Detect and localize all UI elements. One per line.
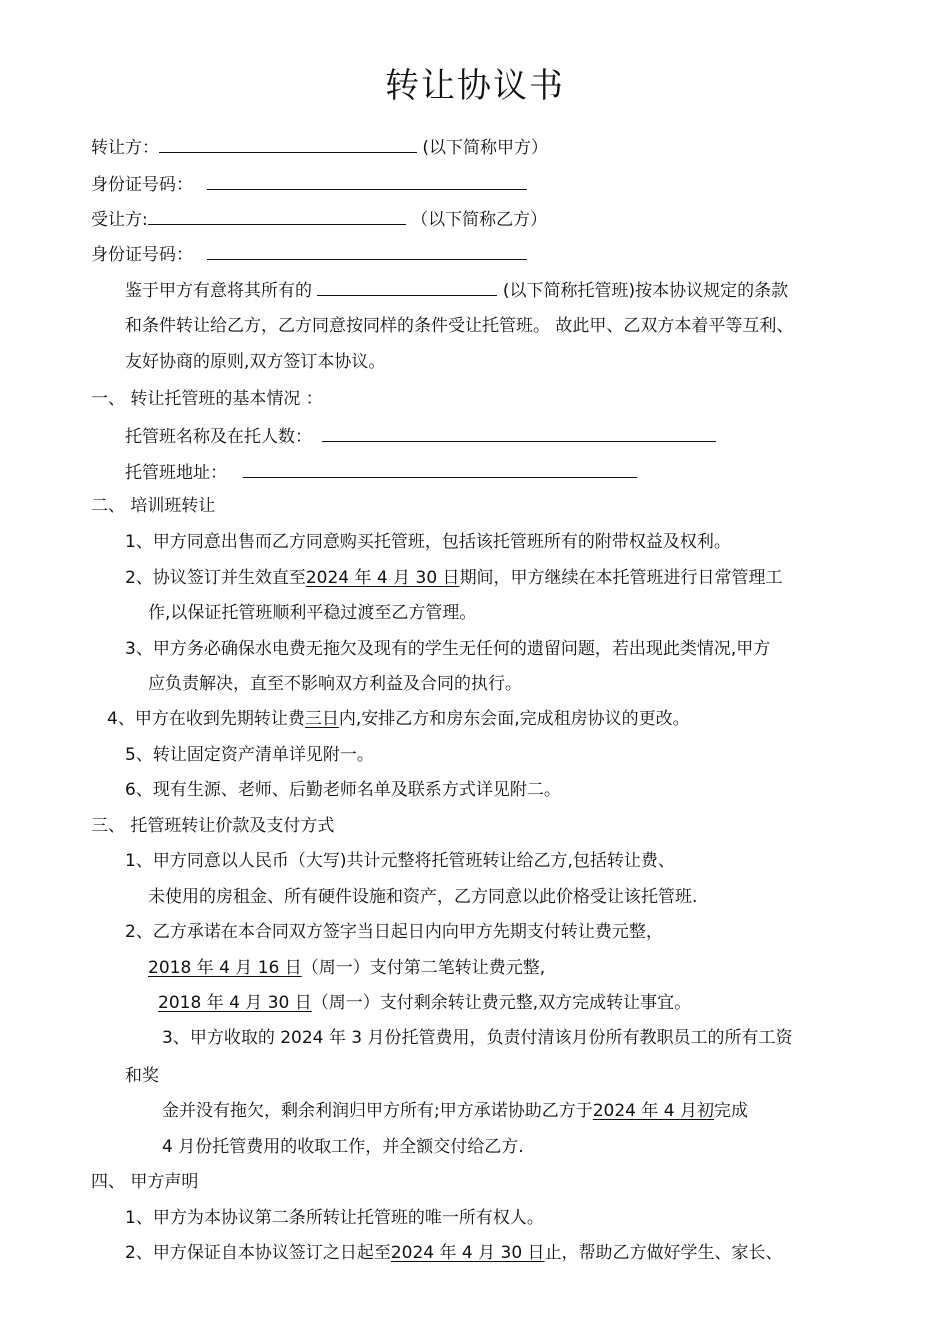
s3-item-3: 3、甲方收取的 2024 年 3 月份托管费用，负责付清该月份所有教职员工的所有工资 — [162, 1028, 793, 1048]
s1-name-label: 托管班名称及在托人数： — [125, 427, 312, 447]
transferor-line — [91, 135, 548, 159]
s2-item-2 — [125, 567, 783, 589]
s1-name-blank[interactable] — [322, 424, 716, 442]
s4-item-2-text-b: 止，帮助乙方做好学生、家长、 — [544, 1243, 783, 1263]
document-title: 转让协议书 — [385, 66, 565, 106]
id-number-line-2 — [91, 242, 527, 266]
id-blank-2[interactable] — [207, 242, 527, 260]
s2-item-3: 3、甲方务必确保水电费无拖欠及现有的学生无任何的遗留问题，若出现此类情况,甲方 — [125, 639, 771, 659]
business-name-blank[interactable] — [317, 278, 497, 296]
transferor-blank[interactable] — [159, 135, 417, 153]
s3-item-2-line-3 — [158, 992, 691, 1014]
section-4-heading: 四、 甲方声明 — [91, 1172, 199, 1192]
s2-item-4-text-a: 4、甲方在收到先期转让费 — [107, 709, 305, 729]
s3-item-2-text-c: （周一）支付剩余转让费元整,双方完成转让事宜。 — [311, 993, 692, 1013]
intro-line-2: 和条件转让给乙方，乙方同意按同样的条件受让托管班。 故此甲、乙双方本着平等互利、 — [125, 316, 794, 336]
transferor-label: 转让方： — [91, 138, 159, 158]
s2-item-6: 6、现有生源、老师、后勤老师名单及联系方式详见附二。 — [125, 780, 561, 800]
transferee-line — [91, 207, 547, 231]
s3-item-2-date-2: 2018 年 4 月 30 日 — [158, 993, 312, 1013]
id-label-2: 身份证号码： — [91, 245, 193, 265]
id-blank-1[interactable] — [207, 172, 527, 190]
transferee-note: （以下简称乙方） — [411, 210, 548, 230]
s4-item-1: 1、甲方为本协议第二条所转让托管班的唯一所有权人。 — [125, 1208, 544, 1228]
id-label-1: 身份证号码： — [91, 175, 193, 195]
s2-item-5: 5、转让固定资产清单详见附一。 — [125, 745, 374, 765]
s2-item-2-date: 2024 年 4 月 30 日 — [305, 568, 460, 588]
s3-item-3-text-c2: 完成 — [714, 1101, 749, 1121]
s3-item-2: 2、乙方承诺在本合同双方签字当日起日内向甲方先期支付转让费元整， — [125, 922, 663, 942]
s3-item-2-line-2 — [148, 957, 545, 979]
section-1-heading: 一、 转让托管班的基本情况 ： — [91, 389, 323, 409]
intro-line-1 — [125, 278, 788, 302]
s1-name-line — [125, 424, 716, 448]
s3-item-1-cont: 未使用的房租金、所有硬件设施和资产，乙方同意以此价格受让该托管班. — [148, 887, 698, 907]
s3-item-2-text-b: （周一）支付第二笔转让费元整, — [301, 958, 546, 978]
transferee-blank[interactable] — [148, 207, 406, 225]
s2-item-2-cont: 作,以保证托管班顺利平稳过渡至乙方管理。 — [148, 603, 477, 623]
s1-address-blank[interactable] — [243, 460, 637, 478]
s2-item-4-text-b: 内,安排乙方和房东会面,完成租房协议的更改。 — [338, 709, 690, 729]
s3-item-3-cont-1: 和奖 — [125, 1066, 159, 1086]
s2-item-2-text-b: 期间，甲方继续在本托管班进行日常管理工 — [459, 568, 783, 588]
s2-item-1: 1、甲方同意出售而乙方同意购买托管班，包括该托管班所有的附带权益及权利。 — [125, 532, 731, 552]
s2-item-3-cont: 应负责解决，直至不影响双方利益及合同的执行。 — [148, 674, 522, 694]
s2-item-4 — [107, 708, 690, 730]
s2-item-2-text-a: 2、协议签订并生效直至 — [125, 568, 306, 588]
transferee-label: 受让方: — [91, 210, 148, 230]
s3-item-3-date: 2024 年 4 月初 — [592, 1101, 715, 1121]
s3-item-3-cont-2 — [162, 1100, 748, 1122]
s4-item-2-date: 2024 年 4 月 30 日 — [390, 1243, 545, 1263]
section-3-heading: 三、 托管班转让价款及支付方式 — [91, 816, 335, 836]
section-2-heading: 二、 培训班转让 — [91, 496, 216, 516]
intro-line-3: 友好协商的原则,双方签订本协议。 — [125, 352, 386, 372]
id-number-line-1 — [91, 172, 527, 196]
s3-item-2-date-1: 2018 年 4 月 16 日 — [148, 958, 302, 978]
s1-address-line — [125, 460, 637, 484]
intro-text-1a: 鉴于甲方有意将其所有的 — [125, 281, 312, 301]
transferor-note: (以下简称甲方） — [422, 138, 549, 158]
s4-item-2-text-a: 2、甲方保证自本协议签订之日起至 — [125, 1243, 391, 1263]
intro-text-1b: (以下简称托管班)按本协议规定的条款 — [502, 281, 789, 301]
s2-item-4-days: 三日 — [304, 709, 339, 729]
s4-item-2 — [125, 1242, 783, 1264]
s3-item-1: 1、甲方同意以人民币（大写)共计元整将托管班转让给乙方,包括转让费、 — [125, 851, 675, 871]
s1-address-label: 托管班地址： — [125, 463, 227, 483]
s3-item-3-text-c1: 金并没有拖欠，剩余利润归甲方所有;甲方承诺协助乙方于 — [162, 1101, 593, 1121]
s3-item-3-cont-3: 4 月份托管费用的收取工作，并全额交付给乙方. — [162, 1137, 524, 1157]
